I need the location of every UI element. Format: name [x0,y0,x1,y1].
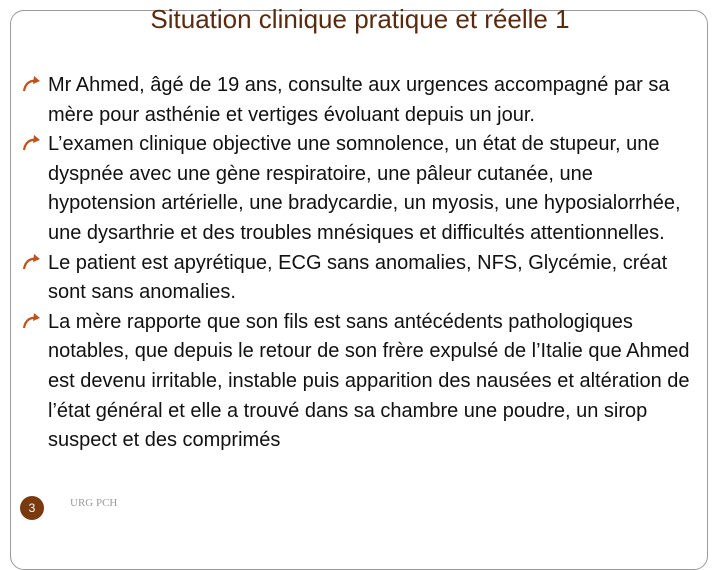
bullet-paragraph [20,308,692,456]
curved-arrow-bullet-icon [22,310,42,334]
page-number-badge: 3 [20,496,44,520]
curved-arrow-bullet-icon [22,132,42,156]
curved-arrow-bullet-icon [22,73,42,97]
curved-arrow-bullet-icon [22,251,42,275]
paragraph-text: Le patient est apyrétique, ECG sans anomalies, NFS, Glycémie, créat sont sans anomalies. [48,251,668,304]
paragraph-text: L’examen clinique objective une somnolence, un état de stupeur, une dyspnée avec une gène respiratoire, une pâleur cutanée, une hypotension artérielle, une bradycardie, un myosis, une hyposialorrhée, une dysarthrie et des troubles mnésiques et difficultés attentionnelles. [48,133,681,244]
slide-title: Situation clinique pratique et réelle 1 [150,4,570,34]
footer-text: URG PCH [70,497,118,509]
bullet-paragraph [20,130,692,248]
paragraph-text: Mr Ahmed, âgé de 19 ans, consulte aux urgences accompagné par sa mère pour asthénie et vertiges évoluant depuis un jour. [48,74,670,126]
bullet-paragraph [20,71,692,130]
bullet-paragraph [20,249,692,308]
slide-body [20,71,692,456]
paragraph-text: La mère rapporte que son fils est sans antécédents pathologiques notables, que depuis le retour de son frère expulsé de l’Italie que Ahmed est devenu irritable, instable puis apparition des nausées et altération de l’état général et elle a trouvé dans sa chambre une poudre, un sirop suspect et des comprimés [48,310,690,452]
